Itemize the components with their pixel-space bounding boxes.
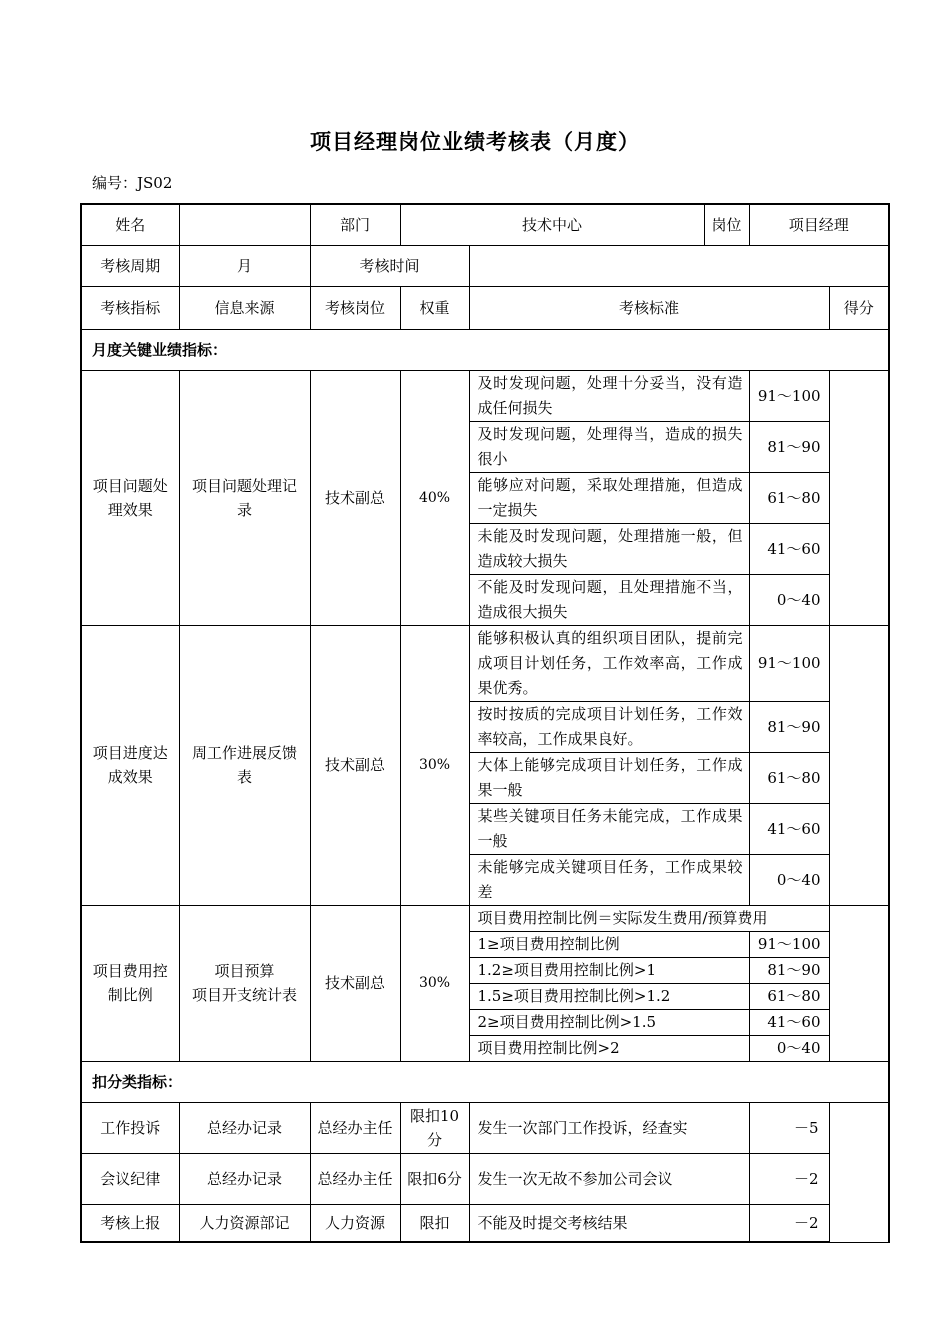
criterion-text: 未能够完成关键项目任务，工作成果较差: [469, 854, 749, 905]
table-row: [81, 1204, 889, 1242]
source-line: 项目开支统计表: [191, 986, 297, 1004]
deduction-points: －2: [749, 1153, 829, 1204]
source-cell: 周工作进展反馈表: [179, 625, 310, 905]
indicator-cell: 项目费用控制比例: [81, 905, 179, 1061]
criterion-text: 项目费用控制比例>2: [469, 1035, 749, 1061]
weight-cell: 限扣10分: [400, 1102, 469, 1153]
formula-text: 项目费用控制比例＝实际发生费用/预算费用: [469, 905, 829, 931]
weight-cell: 限扣6分: [400, 1153, 469, 1204]
section-kpi-heading: 月度关键业绩指标：: [81, 329, 889, 370]
criterion-score: 61～80: [749, 472, 829, 523]
col-score: 得分: [829, 286, 889, 329]
criterion-text: 能够应对问题，采取处理措施，但造成一定损失: [469, 472, 749, 523]
section-kpi-row: [81, 329, 889, 370]
criterion-text: 按时按质的完成项目计划任务，工作效率较高，工作成果良好。: [469, 701, 749, 752]
criterion-score: 41～60: [749, 523, 829, 574]
source-line: 项目预算: [214, 962, 275, 980]
table-row: [81, 370, 889, 421]
name-field[interactable]: [179, 204, 310, 245]
assessor-cell: 总经办主任: [310, 1153, 400, 1204]
source-cell: 项目问题处理记录: [179, 370, 310, 625]
page-title: 项目经理岗位业绩考核表（月度）: [310, 129, 640, 154]
criterion-score: 91～100: [749, 625, 829, 701]
indicator-cell: 项目进度达成效果: [81, 625, 179, 905]
criterion-text: 1.2≥项目费用控制比例>1: [469, 957, 749, 983]
score-field[interactable]: [829, 905, 889, 1061]
deduction-standard: 不能及时提交考核结果: [469, 1204, 749, 1242]
weight-cell: 40%: [400, 370, 469, 625]
position-label: 岗位: [704, 204, 749, 245]
criterion-score: 61～80: [749, 752, 829, 803]
assessor-cell: 技术副总: [310, 370, 400, 625]
criterion-score: 61～80: [749, 983, 829, 1009]
criterion-text: 大体上能够完成项目计划任务，工作成果一般: [469, 752, 749, 803]
source-cell: [179, 905, 310, 1061]
table-row: [81, 1153, 889, 1204]
criterion-score: 0～40: [749, 574, 829, 625]
score-field[interactable]: [829, 1102, 889, 1242]
source-cell: 人力资源部记: [179, 1204, 310, 1242]
assessment-time-label: 考核时间: [310, 245, 469, 286]
table-row: [81, 625, 889, 701]
header-row-1: [81, 204, 889, 245]
criterion-score: 91～100: [749, 370, 829, 421]
weight-cell: 30%: [400, 625, 469, 905]
criterion-text: 及时发现问题，处理十分妥当，没有造成任何损失: [469, 370, 749, 421]
criterion-score: 0～40: [749, 854, 829, 905]
indicator-cell: 项目问题处理效果: [81, 370, 179, 625]
assessment-time-field[interactable]: [469, 245, 889, 286]
assessor-cell: 总经办主任: [310, 1102, 400, 1153]
deduction-points: －5: [749, 1102, 829, 1153]
indicator-cell: 考核上报: [81, 1204, 179, 1242]
criterion-text: 2≥项目费用控制比例>1.5: [469, 1009, 749, 1035]
criterion-score: 81～90: [749, 957, 829, 983]
indicator-cell: 会议纪律: [81, 1153, 179, 1204]
col-assessor: 考核岗位: [310, 286, 400, 329]
col-weight: 权重: [400, 286, 469, 329]
score-field[interactable]: [829, 625, 889, 905]
source-cell: 总经办记录: [179, 1102, 310, 1153]
table-row: [81, 1102, 889, 1153]
criterion-score: 41～60: [749, 803, 829, 854]
assessment-table: [80, 203, 890, 1243]
table-row: [81, 905, 889, 931]
document-number: 编号：JS02: [92, 174, 173, 192]
department-value: 技术中心: [400, 204, 704, 245]
criterion-score: 91～100: [749, 931, 829, 957]
criterion-text: 某些关键项目任务未能完成，工作成果一般: [469, 803, 749, 854]
assessor-cell: 人力资源: [310, 1204, 400, 1242]
col-source: 信息来源: [179, 286, 310, 329]
assessor-cell: 技术副总: [310, 905, 400, 1061]
criterion-score: 81～90: [749, 421, 829, 472]
col-standard: 考核标准: [469, 286, 829, 329]
assessor-cell: 技术副总: [310, 625, 400, 905]
criterion-text: 未能及时发现问题，处理措施一般，但造成较大损失: [469, 523, 749, 574]
department-label: 部门: [310, 204, 400, 245]
criterion-score: 81～90: [749, 701, 829, 752]
header-row-2: [81, 245, 889, 286]
position-value: 项目经理: [749, 204, 889, 245]
period-value: 月: [179, 245, 310, 286]
period-label: 考核周期: [81, 245, 179, 286]
section-deduction-heading: 扣分类指标：: [81, 1061, 889, 1102]
criterion-text: 及时发现问题，处理得当，造成的损失很小: [469, 421, 749, 472]
section-deduction-row: [81, 1061, 889, 1102]
criterion-text: 1.5≥项目费用控制比例>1.2: [469, 983, 749, 1009]
deduction-points: －2: [749, 1204, 829, 1242]
criterion-text: 不能及时发现问题，且处理措施不当，造成很大损失: [469, 574, 749, 625]
weight-cell: 限扣: [400, 1204, 469, 1242]
criterion-score: 41～60: [749, 1009, 829, 1035]
score-field[interactable]: [829, 370, 889, 625]
deduction-standard: 发生一次无故不参加公司会议: [469, 1153, 749, 1204]
criterion-score: 0～40: [749, 1035, 829, 1061]
column-header-row: [81, 286, 889, 329]
criterion-text: 能够积极认真的组织项目团队，提前完成项目计划任务，工作效率高，工作成果优秀。: [469, 625, 749, 701]
source-cell: 总经办记录: [179, 1153, 310, 1204]
criterion-text: 1≥项目费用控制比例: [469, 931, 749, 957]
deduction-standard: 发生一次部门工作投诉，经查实: [469, 1102, 749, 1153]
indicator-cell: 工作投诉: [81, 1102, 179, 1153]
name-label: 姓名: [81, 204, 179, 245]
weight-cell: 30%: [400, 905, 469, 1061]
col-indicator: 考核指标: [81, 286, 179, 329]
